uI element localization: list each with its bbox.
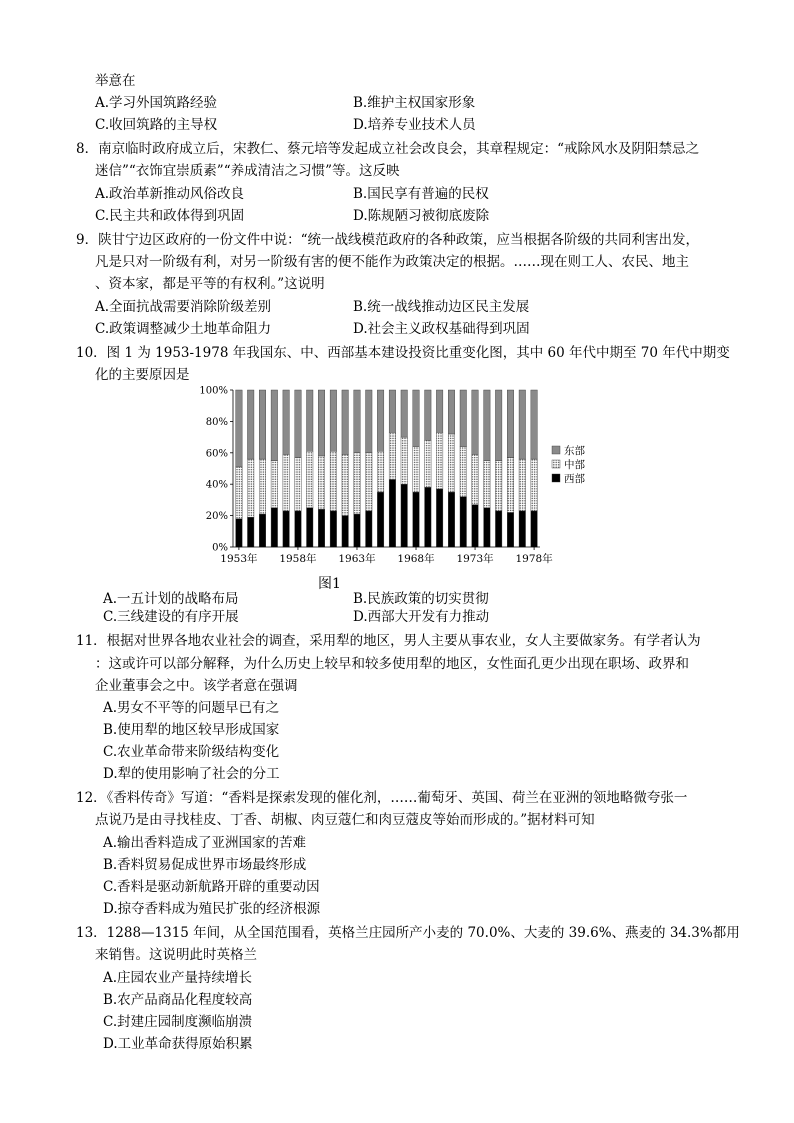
bar-segment-东部-1953年 — [236, 390, 242, 467]
chart-y-axis — [199, 386, 233, 554]
investment-share-chart — [195, 382, 605, 572]
q9-stem-line-3: 、资本家，都是平等的有权利。”这说明 — [95, 276, 325, 292]
bar-segment-东部-1966年 — [389, 390, 395, 432]
bar-segment-东部-1965年 — [377, 390, 383, 451]
bar-segment-东部-1962年 — [342, 390, 348, 454]
x-tick-label: 1958年 — [279, 553, 317, 565]
bar-segment-西部-1969年 — [425, 487, 431, 547]
legend-swatch-东部 — [552, 446, 560, 454]
q8-option-d: D.陈规陋习被彻底废除 — [353, 208, 490, 224]
bar-segment-东部-1961年 — [330, 390, 336, 451]
q12-option-b: B.香料贸易促成世界市场最终形成 — [103, 857, 307, 873]
x-tick-label: 1978年 — [515, 553, 553, 565]
bar-segment-西部-1965年 — [377, 492, 383, 547]
q8-stem-line-2: 迷信”“衣饰宜崇质素”“养成清洁之习惯”等。这反映 — [95, 163, 400, 179]
q8-stem-line-1: 8．南京临时政府成立后，宋教仁、蔡元培等发起成立社会改良会，其章程规定：“戒除风水及阴阳禁忌之 — [76, 141, 699, 157]
bar-segment-西部-1974年 — [484, 508, 490, 547]
q12-stem-line-1: 12．《香料传奇》写道：“香料是探索发现的催化剂，……葡萄牙、英国、荷兰在亚洲的领地略微夸张一 — [76, 790, 688, 806]
y-tick-label: 100% — [199, 385, 228, 397]
bar-segment-西部-1955年 — [259, 514, 265, 547]
bar-segment-中部-1974年 — [484, 461, 490, 508]
bar-segment-中部-1964年 — [366, 453, 372, 511]
bar-segment-西部-1972年 — [460, 497, 466, 547]
figure-caption: 图1 — [318, 576, 341, 592]
bar-segment-西部-1963年 — [354, 514, 360, 547]
bar-segment-西部-1956年 — [271, 508, 277, 547]
bar-segment-中部-1953年 — [236, 467, 242, 519]
bar-segment-东部-1959年 — [307, 390, 313, 451]
bar-segment-西部-1977年 — [519, 511, 525, 547]
bar-segment-东部-1958年 — [295, 390, 301, 458]
q9-stem-line-1: 9．陕甘宁边区政府的一份文件中说：“统一战线模范政府的各种政策，应当根据各阶级的共同利害出发， — [76, 232, 699, 248]
q11-option-d: D.犁的使用影响了社会的分工 — [103, 766, 280, 782]
legend-swatch-西部 — [552, 474, 560, 482]
bar-segment-西部-1953年 — [236, 519, 242, 547]
bar-segment-西部-1964年 — [366, 511, 372, 547]
bar-segment-西部-1957年 — [283, 511, 289, 547]
y-tick-label: 40% — [205, 479, 228, 491]
bar-segment-东部-1970年 — [436, 390, 442, 432]
bar-segment-东部-1960年 — [318, 390, 324, 456]
y-tick-label: 20% — [205, 511, 228, 523]
bar-segment-西部-1961年 — [330, 511, 336, 547]
x-tick-label: 1953年 — [220, 553, 258, 565]
bar-segment-中部-1954年 — [247, 459, 253, 517]
q10-option-c: C.三线建设的有序开展 — [103, 609, 239, 625]
q13-stem-line-1: 13．1288—1315 年间，从全国范围看，英格兰庄园所产小麦的 70.0%、大麦的 39.6%、燕麦的 34.3%都用 — [76, 925, 740, 941]
bar-segment-中部-1959年 — [307, 451, 313, 508]
bar-segment-中部-1961年 — [330, 451, 336, 511]
bar-segment-东部-1968年 — [413, 390, 419, 447]
bar-segment-中部-1957年 — [283, 454, 289, 511]
bar-segment-中部-1977年 — [519, 459, 525, 511]
chart-x-axis — [220, 547, 553, 565]
legend-label-中部: 中部 — [564, 459, 585, 471]
q10-stem-line-2: 化的主要原因是 — [95, 367, 190, 383]
bar-segment-中部-1975年 — [495, 461, 501, 511]
q8-option-a: A.政治革新推动风俗改良 — [95, 186, 245, 202]
q11-option-a: A.男女不平等的问题早已有之 — [103, 700, 280, 716]
y-tick-label: 60% — [205, 448, 228, 460]
bar-segment-西部-1954年 — [247, 517, 253, 547]
bar-segment-中部-1966年 — [389, 432, 395, 479]
legend-label-东部: 东部 — [564, 445, 585, 457]
bar-segment-东部-1954年 — [247, 390, 253, 459]
q12-option-a: A.输出香料造成了亚洲国家的苦难 — [103, 835, 307, 851]
bar-segment-西部-1968年 — [413, 492, 419, 547]
q11-option-b: B.使用犁的地区较早形成国家 — [103, 722, 280, 738]
q13-stem-line-2: 来销售。这说明此时英格兰 — [95, 947, 257, 963]
bar-segment-中部-1968年 — [413, 447, 419, 493]
bar-segment-东部-1963年 — [354, 390, 360, 453]
q9-option-c: C.政策调整减少土地革命阻力 — [95, 321, 272, 337]
q10-option-a: A.一五计划的战略布局 — [103, 591, 239, 607]
q8-option-c: C.民主共和政体得到巩固 — [95, 208, 245, 224]
bar-segment-西部-1960年 — [318, 509, 324, 547]
q10-option-b: B.民族政策的切实贯彻 — [353, 591, 489, 607]
bar-segment-中部-1970年 — [436, 432, 442, 489]
bar-segment-西部-1962年 — [342, 516, 348, 547]
bar-segment-东部-1978年 — [531, 390, 537, 459]
bar-segment-东部-1955年 — [259, 390, 265, 459]
bar-segment-东部-1964年 — [366, 390, 372, 453]
bar-segment-西部-1959年 — [307, 508, 313, 547]
q7-option-a: A.学习外国筑路经验 — [95, 95, 218, 111]
q9-option-b: B.统一战线推动边区民主发展 — [353, 299, 530, 315]
bar-segment-中部-1971年 — [448, 434, 454, 492]
bar-segment-西部-1976年 — [507, 512, 513, 547]
bar-segment-中部-1956年 — [271, 461, 277, 508]
q13-option-d: D.工业革命获得原始积累 — [103, 1036, 253, 1052]
q13-option-b: B.农产品商品化程度较高 — [103, 992, 253, 1008]
bar-segment-西部-1971年 — [448, 492, 454, 547]
q11-stem-line-3: 企业董事会之中。该学者意在强调 — [95, 678, 298, 694]
y-tick-label: 80% — [205, 416, 228, 428]
q10-stem-line-1: 10．图 1 为 1953-1978 年我国东、中、西部基本建设投资比重变化图，其中 60 年代中期至 70 年代中期变 — [76, 345, 730, 361]
bar-segment-东部-1976年 — [507, 390, 513, 458]
q10-option-d: D.西部大开发有力推动 — [353, 609, 490, 625]
bar-segment-东部-1977年 — [519, 390, 525, 459]
bar-segment-中部-1978年 — [531, 459, 537, 511]
q11-option-c: C.农业革命带来阶级结构变化 — [103, 744, 280, 760]
bar-segment-中部-1963年 — [354, 453, 360, 514]
q8-option-b: B.国民享有普遍的民权 — [353, 186, 489, 202]
chart-legend — [552, 444, 585, 485]
q7-option-d: D.培养专业技术人员 — [353, 117, 476, 133]
bar-segment-东部-1969年 — [425, 390, 431, 440]
q9-stem-line-2: 凡是只对一阶级有利，对另一阶级有害的便不能作为政策决定的根据。……现在则工人、农民、地主 — [95, 254, 689, 270]
chart-plot-area — [236, 390, 538, 547]
q12-option-d: D.掠夺香料成为殖民扩张的经济根源 — [103, 901, 321, 917]
q13-option-a: A.庄园农业产量持续增长 — [103, 970, 253, 986]
bar-segment-西部-1970年 — [436, 489, 442, 547]
bar-segment-东部-1974年 — [484, 390, 490, 461]
bar-segment-中部-1967年 — [401, 437, 407, 484]
bar-segment-中部-1969年 — [425, 440, 431, 487]
bar-segment-中部-1960年 — [318, 456, 324, 509]
x-tick-label: 1963年 — [338, 553, 376, 565]
bar-segment-中部-1976年 — [507, 458, 513, 513]
bar-segment-西部-1958年 — [295, 511, 301, 547]
q9-option-d: D.社会主义政权基础得到巩固 — [353, 321, 530, 337]
bar-segment-西部-1973年 — [472, 505, 478, 547]
bar-segment-东部-1956年 — [271, 390, 277, 461]
bar-segment-中部-1955年 — [259, 459, 265, 514]
q7-option-c: C.收回筑路的主导权 — [95, 117, 218, 133]
y-tick-label: 0% — [212, 542, 228, 554]
bar-segment-东部-1975年 — [495, 390, 501, 461]
bar-segment-中部-1973年 — [472, 454, 478, 504]
q9-option-a: A.全面抗战需要消除阶级差别 — [95, 299, 272, 315]
q13-option-c: C.封建庄园制度濒临崩溃 — [103, 1014, 253, 1030]
bar-segment-中部-1965年 — [377, 451, 383, 492]
bar-segment-西部-1978年 — [531, 511, 537, 547]
bar-segment-西部-1967年 — [401, 484, 407, 547]
bar-segment-东部-1971年 — [448, 390, 454, 434]
bar-segment-中部-1958年 — [295, 458, 301, 511]
legend-label-西部: 西部 — [564, 473, 585, 485]
q11-stem-line-2: ：这或许可以部分解释，为什么历史上较早和较多使用犁的地区，女性面孔更少出现在职场、政界和 — [95, 656, 689, 672]
bar-segment-中部-1972年 — [460, 447, 466, 497]
bar-segment-东部-1973年 — [472, 390, 478, 454]
bar-segment-西部-1966年 — [389, 479, 395, 547]
q7-stem-tail: 举意在 — [95, 73, 136, 89]
x-tick-label: 1973年 — [456, 553, 494, 565]
q12-option-c: C.香料是驱动新航路开辟的重要动因 — [103, 879, 320, 895]
q7-option-b: B.维护主权国家形象 — [353, 95, 476, 111]
q11-stem-line-1: 11．根据对世界各地农业社会的调查，采用犁的地区，男人主要从事农业，女人主要做家务。有学者认为 — [76, 633, 701, 649]
bar-segment-西部-1975年 — [495, 511, 501, 547]
q12-stem-line-2: 点说乃是由寻找桂皮、丁香、胡椒、肉豆蔻仁和肉豆蔻皮等始而形成的。”据材料可知 — [95, 812, 595, 828]
bar-segment-中部-1962年 — [342, 454, 348, 515]
x-tick-label: 1968年 — [397, 553, 435, 565]
bar-segment-东部-1972年 — [460, 390, 466, 447]
bar-segment-东部-1967年 — [401, 390, 407, 437]
bar-segment-东部-1957年 — [283, 390, 289, 454]
legend-swatch-中部 — [552, 460, 560, 468]
